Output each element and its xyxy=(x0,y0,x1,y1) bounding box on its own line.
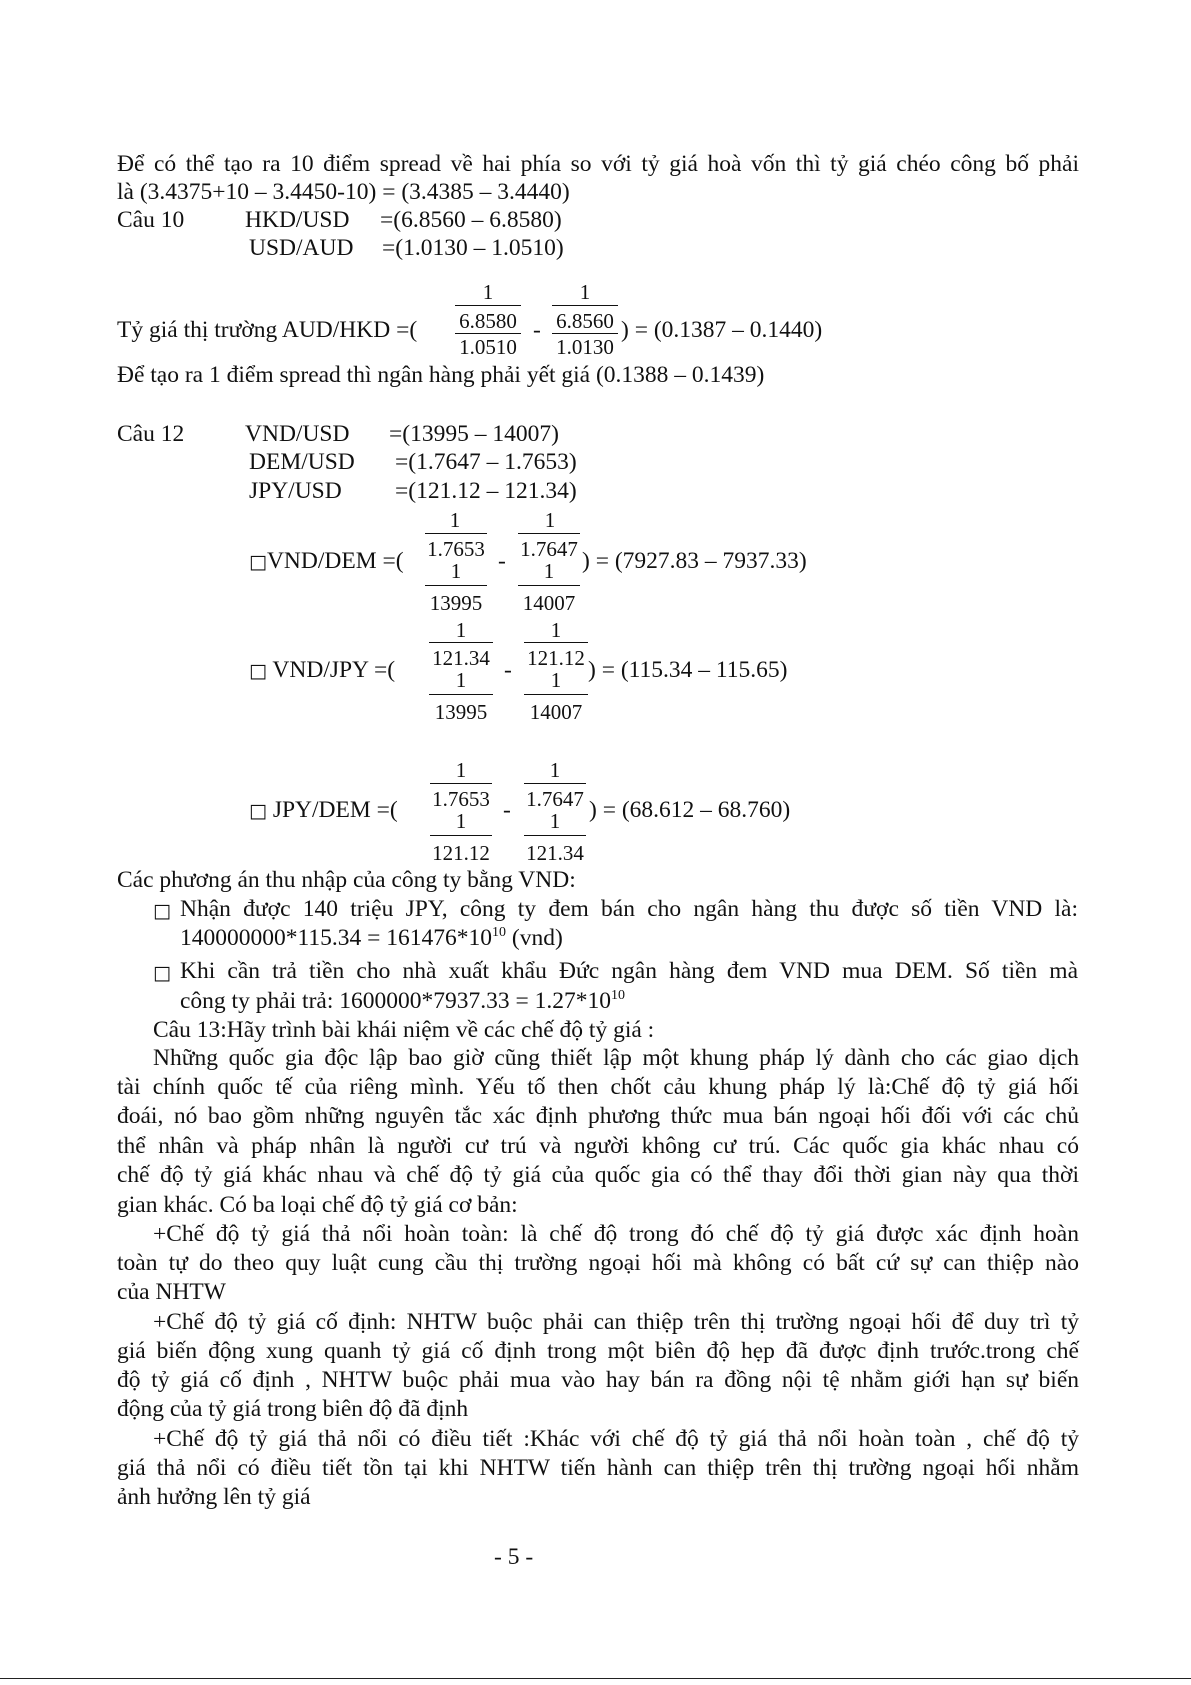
rate-value: =(6.8560 – 6.8580) xyxy=(380,207,562,233)
text-line: Để có thể tạo ra 10 điểm spread về hai phía so với tỷ giá hoà vốn thì tỷ giá chéo công bố phải xyxy=(117,151,1079,177)
rate-value: =(121.12 – 121.34) xyxy=(395,478,577,504)
fraction-mid: 1.7653 xyxy=(427,537,485,561)
fraction-mid: 1 xyxy=(455,668,467,692)
minus-sign: - xyxy=(498,548,506,574)
fraction-bottom: 14007 xyxy=(522,591,576,615)
fraction-bar xyxy=(524,694,588,695)
fraction-bar xyxy=(425,533,487,534)
fraction-top: 1 xyxy=(449,508,461,532)
formula-result: ) = (0.1387 – 0.1440) xyxy=(621,317,823,343)
fraction-mid: 6.8560 xyxy=(556,309,614,333)
section-heading: Câu 13:Hãy trình bài khái niệm về các chế độ tỷ giá : xyxy=(153,1017,655,1043)
fraction-top: 1 xyxy=(579,280,591,304)
fraction-bottom: 1.0510 xyxy=(459,335,517,359)
bullet-icon: □ xyxy=(153,962,171,984)
fraction-top: 1 xyxy=(544,508,556,532)
fraction-top: 1 xyxy=(550,618,562,642)
formula-result: ) = (115.34 – 115.65) xyxy=(588,657,788,683)
fraction-bar xyxy=(429,694,493,695)
paragraph-line: thể nhân và pháp nhân là người cư trú và người không cư trú. Các quốc gia khác nhau có xyxy=(117,1133,1079,1159)
fraction-bottom: 13995 xyxy=(434,700,488,724)
formula-result: ) = (7927.83 – 7937.33) xyxy=(582,548,807,574)
fraction-mid: 1.7647 xyxy=(520,537,578,561)
paragraph-line: +Chế độ tỷ giá thả nổi có điều tiết :Khác với chế độ tỷ giá thả nổi hoàn toàn , chế độ tỷ xyxy=(153,1426,1079,1452)
missing-glyph-icon: □ xyxy=(249,551,267,573)
fraction-mid: 121.34 xyxy=(432,646,490,670)
paragraph-line: tài chính quốc tế của riêng mình. Yếu tố then chốt cảu khung pháp lý là:Chế độ tỷ giá hối xyxy=(117,1074,1079,1100)
fraction-bottom: 121.12 xyxy=(432,841,490,865)
fraction-bar xyxy=(524,835,586,836)
fraction-bar xyxy=(430,783,492,784)
rate-value: =(1.0130 – 1.0510) xyxy=(382,235,564,261)
fraction-bar xyxy=(518,533,580,534)
fraction-mid: 6.8580 xyxy=(459,309,517,333)
bullet-text: $140000000*115.34 = 161476*10^{10}$ (vnd) xyxy=(180,925,563,951)
currency-pair: VND/USD xyxy=(245,421,350,447)
fraction-mid: 1 xyxy=(543,559,555,583)
fraction-bar xyxy=(524,783,586,784)
currency-pair: USD/AUD xyxy=(249,235,354,261)
fraction-top: 1 xyxy=(549,758,561,782)
rate-value: =(13995 – 14007) xyxy=(389,421,559,447)
formula-label: □ JPY/DEM =( xyxy=(249,797,398,823)
paragraph-line: ảnh hưởng lên tỷ giá xyxy=(117,1484,311,1510)
text-line: là (3.4375+10 – 3.4450-10) = (3.4385 – 3.4440) xyxy=(117,179,570,205)
currency-pair: HKD/USD xyxy=(245,207,350,233)
bullet-text: Khi cần trả tiền cho nhà xuất khẩu Đức ngân hàng đem VND mua DEM. Số tiền mà xyxy=(180,958,1078,984)
fraction-mid: 1 xyxy=(550,668,562,692)
fraction-bar xyxy=(524,642,588,643)
fraction-bottom: 1.0130 xyxy=(556,335,614,359)
formula-label: Tỷ giá thị trường AUD/HKD =( xyxy=(117,317,418,343)
question-label: Câu 10 xyxy=(117,207,185,233)
fraction-mid: 1 xyxy=(455,809,467,833)
fraction-top: 1 xyxy=(455,618,467,642)
fraction-bar xyxy=(425,585,487,586)
fraction-mid: 121.12 xyxy=(527,646,585,670)
page-number: - 5 - xyxy=(494,1544,534,1570)
fraction-bar xyxy=(552,305,618,306)
currency-pair: JPY/USD xyxy=(249,478,342,504)
fraction-mid: 1.7653 xyxy=(432,787,490,811)
fraction-bottom: 121.34 xyxy=(526,841,584,865)
fraction-bar xyxy=(455,305,521,306)
fraction-top: 1 xyxy=(482,280,494,304)
fraction-top: 1 xyxy=(455,758,467,782)
fraction-bar xyxy=(552,333,618,334)
minus-sign: - xyxy=(503,797,511,823)
text-line: Các phương án thu nhập của công ty bằng VND: xyxy=(117,867,576,893)
fraction-bar xyxy=(455,333,521,334)
formula-label: □VND/DEM =( xyxy=(249,548,404,574)
paragraph-line: của NHTW xyxy=(117,1279,226,1305)
fraction-bar xyxy=(429,642,493,643)
bullet-text: công ty phải trả: $1600000*7937.33 = 1.27*10^{10}$ xyxy=(180,988,625,1014)
fraction-bottom: 13995 xyxy=(429,591,483,615)
rate-value: =(1.7647 – 1.7653) xyxy=(395,449,577,475)
paragraph-line: giá thả nổi có điều tiết tồn tại khi NHTW tiến hành can thiệp trên thị trường ngoại hối nhằm xyxy=(117,1455,1079,1481)
paragraph-line: đoái, nó bao gồm những nguyên tắc xác định phương thức mua bán ngoại hối đối với các chủ xyxy=(117,1103,1079,1129)
paragraph-line: +Chế độ tỷ giá cố định: NHTW buộc phải can thiệp trên thị trường ngoại hối để duy trì tỷ xyxy=(153,1309,1079,1335)
currency-pair: DEM/USD xyxy=(249,449,355,475)
paragraph-line: gian khác. Có ba loại chế độ tỷ giá cơ bản: xyxy=(117,1192,518,1218)
footer-rule xyxy=(0,1678,1191,1679)
fraction-mid: 1 xyxy=(450,559,462,583)
paragraph-line: Những quốc gia độc lập bao giờ cũng thiết lập một khung pháp lý dành cho các giao dịch xyxy=(153,1045,1079,1071)
paragraph-line: độ tỷ giá cố định , NHTW buộc phải mua vào hay bán ra đồng nội tệ nhằm giới hạn sự biến xyxy=(117,1367,1079,1393)
formula-result: ) = (68.612 – 68.760) xyxy=(589,797,791,823)
text-line: Để tạo ra 1 điểm spread thì ngân hàng phải yết giá (0.1388 – 0.1439) xyxy=(117,362,765,388)
formula-label: □ VND/JPY =( xyxy=(249,657,396,683)
bullet-text: Nhận được 140 triệu JPY, công ty đem bán cho ngân hàng thu được số tiền VND là: xyxy=(180,896,1078,922)
fraction-bar xyxy=(518,585,580,586)
bullet-icon: □ xyxy=(153,900,171,922)
paragraph-line: +Chế độ tỷ giá thả nổi hoàn toàn: là chế độ trong đó chế độ tỷ giá được xác định hoàn xyxy=(153,1221,1079,1247)
paragraph-line: toàn tự do theo quy luật cung cầu thị trường ngoại hối mà không có bất cứ sự can thiệp nào xyxy=(117,1250,1079,1276)
missing-glyph-icon: □ xyxy=(249,660,267,682)
missing-glyph-icon: □ xyxy=(249,800,267,822)
fraction-bottom: 14007 xyxy=(529,700,583,724)
minus-sign: - xyxy=(533,317,541,343)
fraction-mid: 1.7647 xyxy=(526,787,584,811)
paragraph-line: động của tỷ giá trong biên độ đã định xyxy=(117,1396,469,1422)
minus-sign: - xyxy=(504,657,512,683)
fraction-mid: 1 xyxy=(549,809,561,833)
question-label: Câu 12 xyxy=(117,421,185,447)
fraction-bar xyxy=(430,835,492,836)
paragraph-line: chế độ tỷ giá khác nhau và chế độ tỷ giá của quốc gia có thể thay đổi thời gian này qua thời xyxy=(117,1162,1079,1188)
paragraph-line: giá biến động xung quanh tỷ giá cố định trong một biên độ hẹp đã được định trước.trong chế xyxy=(117,1338,1079,1364)
